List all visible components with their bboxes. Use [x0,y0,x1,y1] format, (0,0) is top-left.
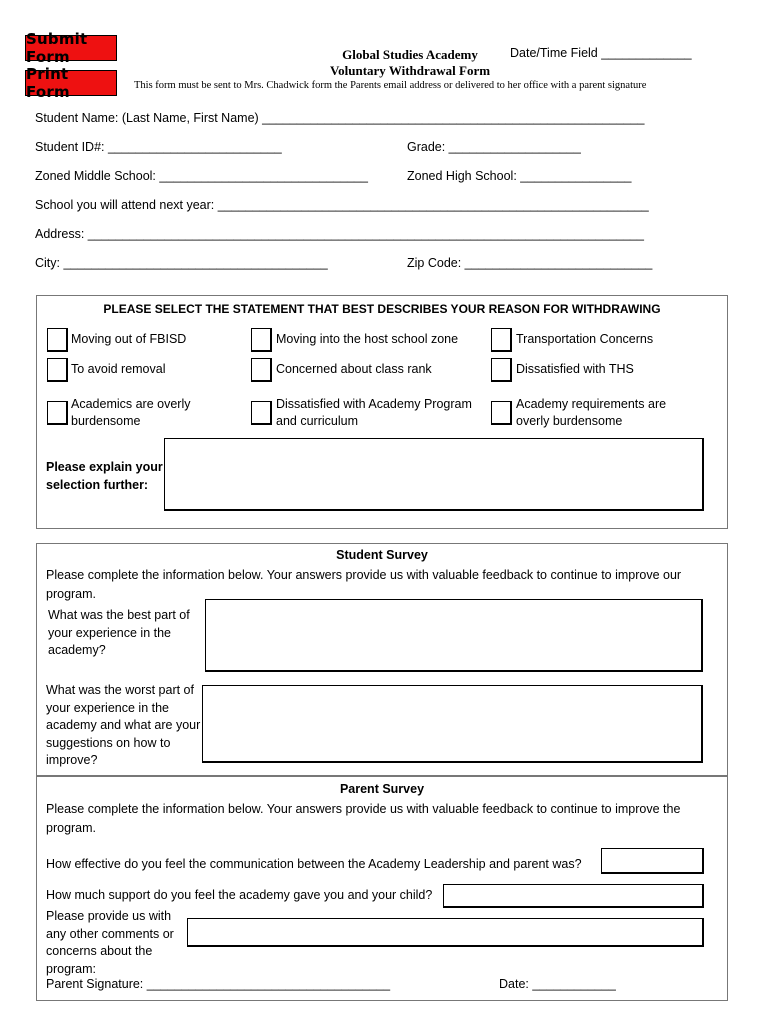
checkbox-academics-burdensome[interactable] [47,401,68,425]
support-question: How much support do you feel the academy gave you and your child? [46,888,433,902]
option-avoid-removal: To avoid removal [71,362,166,376]
explain-label: Please explain your selection further: [46,460,163,492]
address-field[interactable]: Address: ________________________________________________________________________________ [35,227,644,241]
comments-input[interactable] [187,918,704,947]
date-field[interactable]: Date: ____________ [499,977,616,991]
worst-part-input[interactable] [202,685,703,763]
zoned-high-school-field[interactable]: Zoned High School: ________________ [407,169,632,183]
zip-code-field[interactable]: Zip Code: ___________________________ [407,256,653,270]
instruction-text: This form must be sent to Mrs. Chadwick form the Parents email address or delivered to her office with a parent signature [134,80,647,91]
communication-question: How effective do you feel the communication between the Academy Leadership and parent was? [46,857,582,871]
submit-form-button[interactable]: Submit Form [25,35,117,61]
support-input[interactable] [443,884,704,908]
checkbox-moving-into-zone[interactable] [251,328,272,352]
city-field[interactable]: City: ______________________________________ [35,256,328,270]
student-survey-intro: Please complete the information below. Your answers provide us with valuable feedback to continue to improve our program. [46,568,682,601]
datetime-field[interactable]: Date/Time Field _____________ [510,46,692,60]
explain-input[interactable] [164,438,704,511]
option-moving-out: Moving out of FBISD [71,332,187,346]
reason-heading: PLEASE SELECT THE STATEMENT THAT BEST DESCRIBES YOUR REASON FOR WITHDRAWING [103,302,661,316]
option-class-rank: Concerned about class rank [276,362,432,376]
option-transportation: Transportation Concerns [516,332,654,346]
checkbox-moving-out[interactable] [47,328,68,352]
option-dissatisfied-program: Dissatisfied with Academy Program and curriculum [276,397,472,428]
student-survey-heading: Student Survey [336,548,428,562]
option-requirements-burdensome: Academy requirements are overly burdensome [516,397,667,428]
checkbox-requirements-burdensome[interactable] [491,401,512,425]
worst-part-question: What was the worst part of your experience in the academy and what are your suggestions on how to improve? [46,683,201,767]
grade-field[interactable]: Grade: ___________________ [407,140,581,154]
parent-signature-field[interactable]: Parent Signature: ___________________________________ [46,977,391,991]
parent-survey-heading: Parent Survey [339,782,425,796]
best-part-input[interactable] [205,599,703,672]
checkbox-transportation[interactable] [491,328,512,352]
zoned-middle-school-field[interactable]: Zoned Middle School: ______________________________ [35,169,368,183]
comments-question: Please provide us with any other comments or concerns about the program: [46,909,174,976]
option-dissatisfied-ths: Dissatisfied with THS [516,362,634,376]
best-part-question: What was the best part of your experience in the academy? [48,608,190,657]
checkbox-dissatisfied-ths[interactable] [491,358,512,382]
print-form-button[interactable]: Print Form [25,70,117,96]
checkbox-avoid-removal[interactable] [47,358,68,382]
school-name: Global Studies Academy [342,47,478,62]
option-moving-into-zone: Moving into the host school zone [276,332,459,346]
student-name-field[interactable]: Student Name: (Last Name, First Name) _______________________________________________________ [35,111,645,125]
student-id-field[interactable]: Student ID#: _________________________ [35,140,282,154]
option-academics-burdensome: Academics are overly burdensome [71,397,191,428]
form-title: Voluntary Withdrawal Form [329,63,491,78]
checkbox-dissatisfied-program[interactable] [251,401,272,425]
parent-survey-intro: Please complete the information below. Your answers provide us with valuable feedback to continue to improve the program. [46,802,681,835]
communication-input[interactable] [601,848,704,874]
checkbox-class-rank[interactable] [251,358,272,382]
next-school-field[interactable]: School you will attend next year: ______________________________________________________________ [35,198,649,212]
